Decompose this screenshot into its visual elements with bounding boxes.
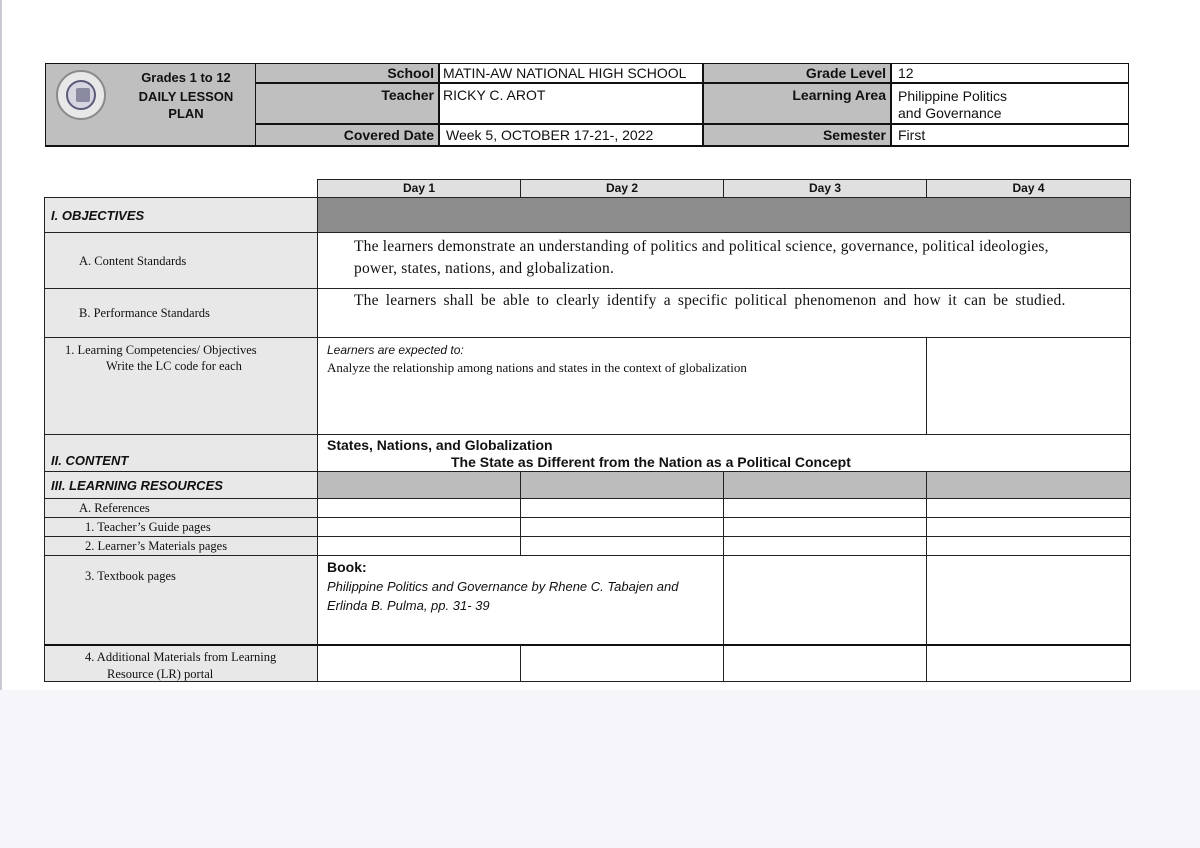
learners-materials-day-1 — [317, 536, 521, 556]
grade-level-label: Grade Level — [703, 63, 891, 83]
competencies-text — [317, 337, 927, 435]
content-standards-label: A. Content Standards — [44, 232, 318, 289]
school-label: School — [255, 63, 439, 83]
semester-value: First — [891, 124, 1129, 147]
learning-area-label: Learning Area — [703, 83, 891, 124]
references-day-3 — [723, 498, 927, 518]
book-heading: Book: — [327, 559, 367, 575]
additional-materials-label — [44, 644, 318, 682]
learners-materials-label: 2. Learner’s Materials pages — [44, 536, 318, 556]
additional-materials-line-1: 4. Additional Materials from Learning — [85, 650, 277, 664]
day-3-header: Day 3 — [723, 179, 927, 198]
performance-standards-label: B. Performance Standards — [44, 288, 318, 338]
header-title — [126, 68, 246, 121]
textbook-day-4 — [926, 555, 1131, 645]
textbook-day-3 — [723, 555, 927, 645]
resources-band-day-3 — [723, 471, 927, 499]
teachers-guide-day-3 — [723, 517, 927, 537]
resources-band-day-1 — [317, 471, 521, 499]
teacher-label: Teacher — [255, 83, 439, 124]
performance-standards-text: The learners shall be able to clearly identify a specific political phenomenon and how it can be studied. — [317, 288, 1131, 338]
competencies-label-line-1: 1. Learning Competencies/ Objectives — [65, 343, 257, 357]
lesson-plan-table — [44, 179, 1131, 682]
learners-materials-day-3 — [723, 536, 927, 556]
objectives-heading: I. OBJECTIVES — [44, 197, 318, 233]
learning-resources-heading: III. LEARNING RESOURCES — [44, 471, 318, 499]
additional-materials-day-2 — [520, 644, 724, 682]
content-standards-line-2: power, states, nations, and globalization. — [354, 260, 615, 277]
competencies-intro: Learners are expected to: — [327, 343, 464, 357]
page-background — [0, 690, 1200, 848]
day-1-header: Day 1 — [317, 179, 521, 198]
objectives-band — [317, 197, 1131, 233]
teachers-guide-label: 1. Teacher’s Guide pages — [44, 517, 318, 537]
teachers-guide-day-4 — [926, 517, 1131, 537]
content-body — [317, 434, 1131, 472]
content-subtitle: The State as Different from the Nation as a Political Concept — [451, 454, 851, 470]
references-day-2 — [520, 498, 724, 518]
additional-materials-day-3 — [723, 644, 927, 682]
book-citation-line-2: Erlinda B. Pulma, pp. 31- 39 — [327, 598, 490, 613]
additional-materials-line-2: Resource (LR) portal — [107, 667, 214, 681]
textbook-label: 3. Textbook pages — [44, 555, 318, 645]
learning-area-line-2: and Governance — [898, 105, 1002, 121]
competencies-label-line-2: Write the LC code for each — [106, 359, 242, 373]
references-label: A. References — [44, 498, 318, 518]
content-heading: II. CONTENT — [44, 434, 318, 472]
references-day-4 — [926, 498, 1131, 518]
learning-area-value — [891, 83, 1129, 124]
title-line-1: Grades 1 to 12 — [141, 70, 231, 85]
additional-materials-day-4 — [926, 644, 1131, 682]
grade-level-value: 12 — [891, 63, 1129, 83]
covered-date-value: Week 5, OCTOBER 17-21-, 2022 — [439, 124, 703, 147]
learning-area-line-1: Philippine Politics — [898, 88, 1007, 104]
competencies-objective: Analyze the relationship among nations and states in the context of globalization — [327, 360, 747, 375]
deped-seal-icon — [56, 70, 106, 120]
resources-band-day-2 — [520, 471, 724, 499]
school-value: MATIN-AW NATIONAL HIGH SCHOOL — [439, 63, 703, 83]
resources-band-day-4 — [926, 471, 1131, 499]
semester-label: Semester — [703, 124, 891, 147]
day-2-header: Day 2 — [520, 179, 724, 198]
day-4-header: Day 4 — [926, 179, 1131, 198]
teacher-value: RICKY C. AROT — [439, 83, 703, 124]
teachers-guide-day-2 — [520, 517, 724, 537]
learners-materials-day-2 — [520, 536, 724, 556]
lesson-plan-header — [45, 63, 1129, 147]
additional-materials-day-1 — [317, 644, 521, 682]
title-line-2: DAILY LESSON — [138, 89, 234, 104]
references-day-1 — [317, 498, 521, 518]
competencies-label — [44, 337, 318, 435]
content-standards-text — [317, 232, 1131, 289]
textbook-days-1-2 — [317, 555, 724, 645]
header-title-block — [45, 63, 255, 147]
title-line-3: PLAN — [168, 106, 204, 121]
learners-materials-day-4 — [926, 536, 1131, 556]
content-standards-line-1: The learners demonstrate an understanding of politics and political science, governance, political ideologies, — [354, 238, 1049, 255]
competencies-day-4 — [926, 337, 1131, 435]
covered-date-label: Covered Date — [255, 124, 439, 147]
teachers-guide-day-1 — [317, 517, 521, 537]
content-title: States, Nations, and Globalization — [327, 437, 553, 453]
book-citation-line-1: Philippine Politics and Governance by Rhene C. Tabajen and — [327, 579, 679, 594]
